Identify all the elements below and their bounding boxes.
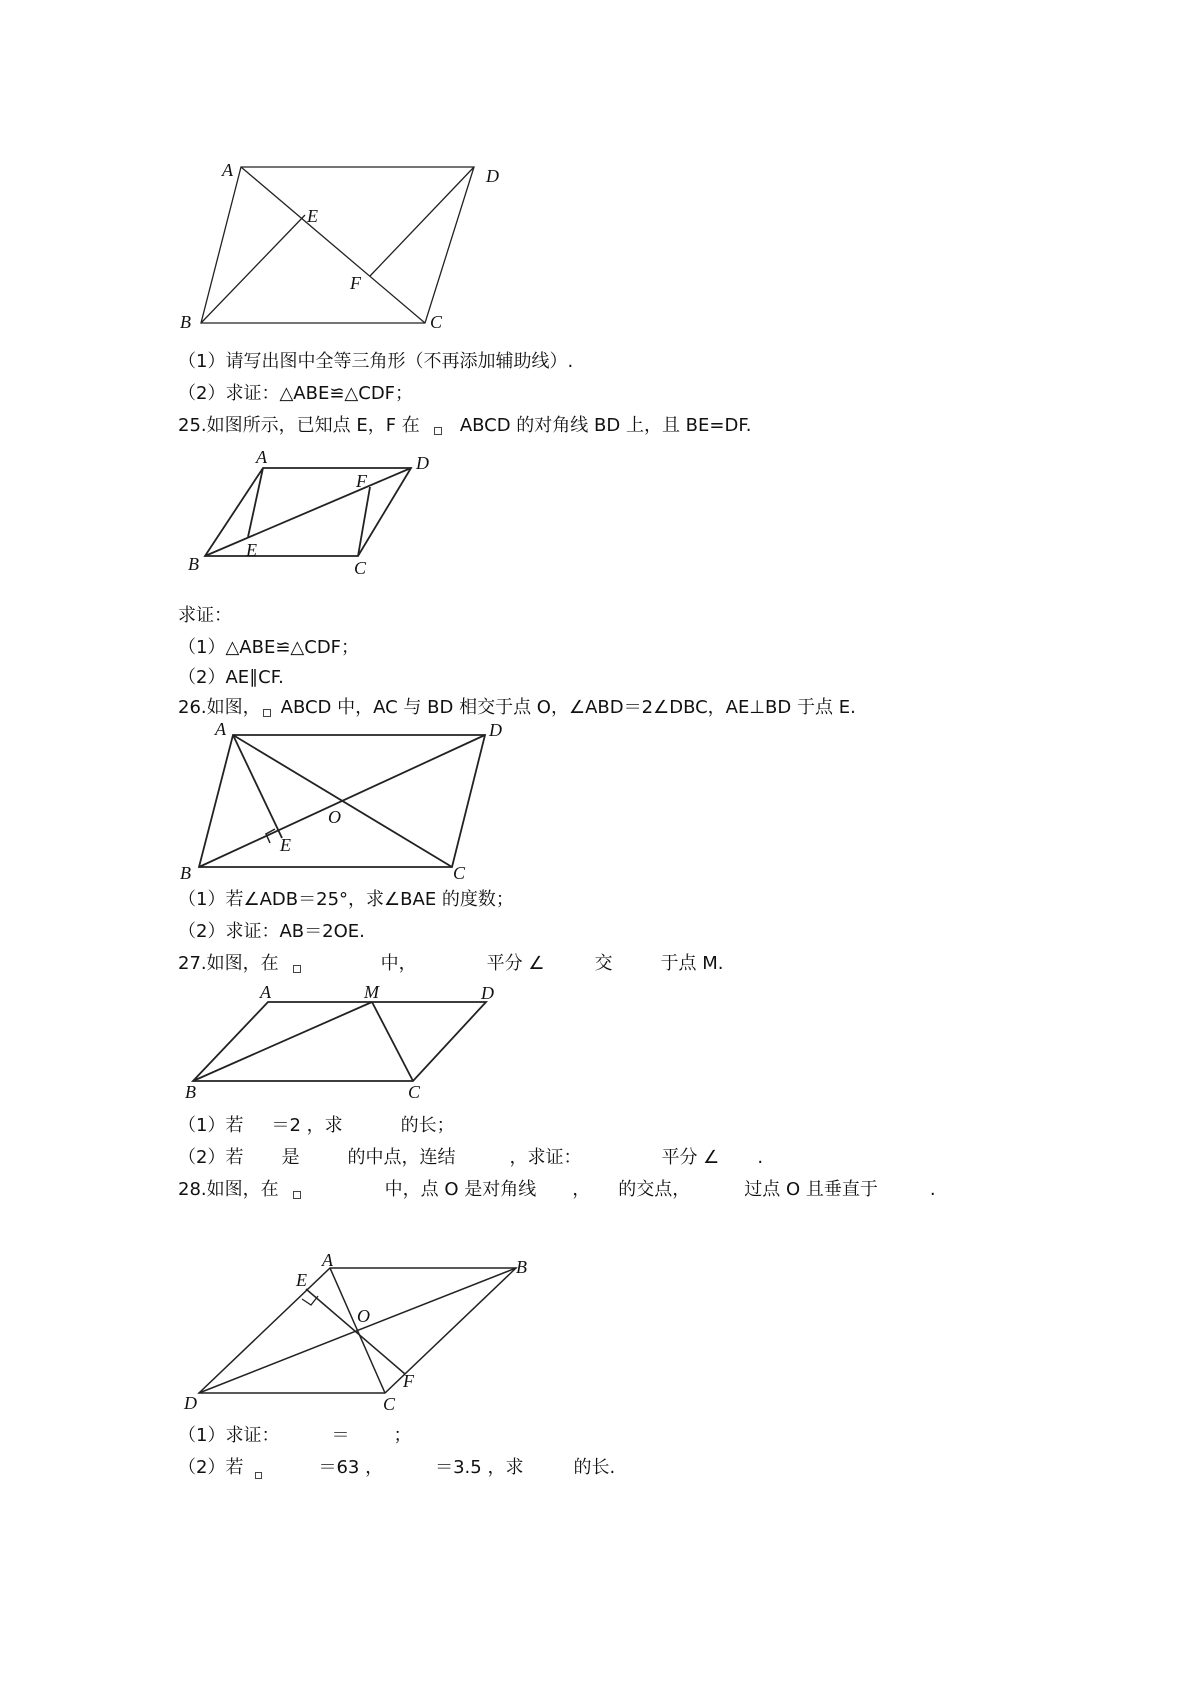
label-f-q25: F <box>356 471 367 491</box>
label-d-q27: D <box>481 983 494 1003</box>
label-f-q24: F <box>350 273 361 293</box>
q28-stem-f: . <box>929 1179 936 1200</box>
label-a-q27: A <box>260 982 271 1002</box>
q26-number: 26. <box>178 697 207 718</box>
label-o-q28: O <box>357 1306 370 1326</box>
q27-stem-e: 于点 M. <box>660 953 724 974</box>
q27-p1-a: （1）若 <box>178 1115 244 1136</box>
q24-part2: （2）求证：△ABE≌△CDF； <box>178 383 414 404</box>
label-o-q26: O <box>328 807 341 827</box>
label-c-q25: C <box>354 558 367 578</box>
q28-stem-b: 中，点 O 是对角线 <box>384 1179 537 1200</box>
q27-p2-b: 是 <box>281 1147 300 1168</box>
q26-stem-b: ABCD 中，AC 与 BD 相交于点 O，∠ABD＝2∠DBC，AE⊥BD 于点 E. <box>280 697 856 718</box>
q28-number: 28. <box>178 1179 207 1200</box>
q25-part2: （2）AE∥CF. <box>178 667 284 688</box>
q28-part1 <box>178 1425 411 1447</box>
label-a-q24: A <box>222 160 233 180</box>
q28-p2-b: ＝63 ， <box>318 1457 384 1478</box>
q27-number: 27. <box>178 953 207 974</box>
label-d-q24: D <box>486 166 499 186</box>
q27-stem-d: 交 <box>594 953 613 974</box>
label-c-q28: C <box>383 1394 396 1414</box>
label-c-q27: C <box>408 1082 421 1102</box>
label-e-q24: E <box>307 206 318 226</box>
label-a-q25: A <box>256 447 267 467</box>
q28-stem-a: 如图，在 <box>206 1179 279 1200</box>
q26-part2: （2）求证：AB＝2OE. <box>178 921 365 942</box>
q27-p1-c: 的长； <box>400 1115 455 1136</box>
q27-stem-b: 中， <box>380 953 417 974</box>
q27-stem-c: 平分 ∠ <box>486 953 545 974</box>
q25-prove: 求证： <box>178 605 232 626</box>
q25-stem-a: 如图所示，已知点 E，F 在 <box>206 415 420 436</box>
label-e-q28: E <box>296 1270 307 1290</box>
label-m-q27: M <box>364 982 379 1002</box>
label-a-q28: A <box>322 1250 333 1270</box>
q27-p2-d: ，求证： <box>509 1147 582 1168</box>
q27-p2-f: . <box>757 1147 764 1168</box>
label-e-q25: E <box>246 540 257 560</box>
q28-part2 <box>178 1457 615 1479</box>
q26-part1: （1）若∠ADB＝25°，求∠BAE 的度数； <box>178 889 514 910</box>
label-b-q25: B <box>188 554 199 574</box>
q27-stem-a: 如图，在 <box>206 953 279 974</box>
q28-p2-c: ＝3.5 ，求 <box>435 1457 524 1478</box>
q28-p1-b: ＝ <box>331 1425 350 1446</box>
label-b-q26: B <box>180 863 191 883</box>
label-b-q27: B <box>185 1082 196 1102</box>
q28-p1-a: （1）求证： <box>178 1425 280 1446</box>
q25-number: 25. <box>178 415 207 436</box>
label-e-q26: E <box>280 835 291 855</box>
q26-stem-a: 如图， <box>206 697 261 718</box>
label-b-q24: B <box>180 312 191 332</box>
diagonal-bd-q28 <box>199 1268 516 1393</box>
q28-p2-d: 的长. <box>573 1457 616 1478</box>
q28-p2-a: （2）若 <box>178 1457 244 1478</box>
q28-p1-c: ； <box>393 1425 412 1446</box>
label-a-q26: A <box>215 719 226 739</box>
segment-ef-q28 <box>306 1289 405 1374</box>
q28-stem-c: ， <box>572 1179 591 1200</box>
q24-part1: （1）请写出图中全等三角形（不再添加辅助线）. <box>178 351 574 372</box>
q27-p2-c: 的中点，连结 <box>347 1147 456 1168</box>
q28-stem-e: 过点 O 且垂直于 <box>744 1179 878 1200</box>
q27-p2-a: （2）若 <box>178 1147 244 1168</box>
parallelogram-symbol-icon <box>255 1472 262 1479</box>
q27-p2-e: 平分 ∠ <box>661 1147 720 1168</box>
q27-p1-b: ＝2 ，求 <box>271 1115 343 1136</box>
q25-part1: （1）△ABE≌△CDF； <box>178 637 360 658</box>
label-c-q24: C <box>430 312 443 332</box>
q25-stem-b: ABCD 的对角线 BD 上，且 BE=DF. <box>459 415 752 436</box>
label-d-q25: D <box>416 453 429 473</box>
q28-stem-d: 的交点， <box>618 1179 691 1200</box>
label-b-q28: B <box>516 1257 527 1277</box>
label-f-q28: F <box>403 1371 414 1391</box>
label-d-q26: D <box>489 720 502 740</box>
label-d-q28: D <box>184 1393 197 1413</box>
label-c-q26: C <box>453 863 466 883</box>
